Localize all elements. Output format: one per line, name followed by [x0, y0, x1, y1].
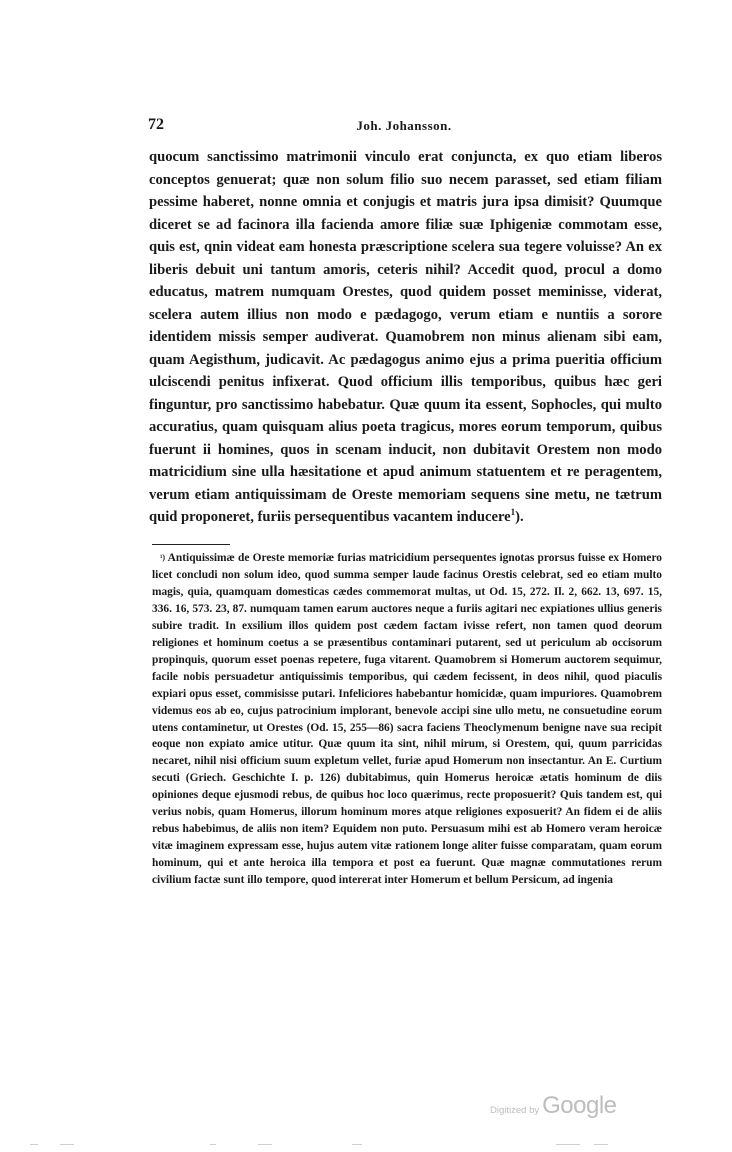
digitized-watermark — [490, 1092, 617, 1120]
footnote-divider — [152, 544, 230, 545]
footnote-reference: 1 — [510, 507, 516, 518]
page-header — [148, 116, 660, 138]
running-head: Joh. Johansson. — [356, 118, 452, 133]
footnote — [152, 550, 662, 889]
body-paragraph-text: quocum sanctissimo matrimonii vinculo erat conjuncta, ex quo etiam liberos conceptos genuerat; quæ non solum filio suo necem parasset, sed etiam filiam pessime haberet, nonne omnia et conjugis et matris jura ipsa dimisit? Quumque diceret se ad facinora illa facienda amore filiæ suæ Iphigeniæ commotam esse, quis est, qnin videat eam honesta præscriptione scelera sua tegere voluisse? An ex liberis debuit uni tantum amoris, ceteris nihil? Accedit quod, procul a domo educatus, matrem numquam Orestes, quod quidem posset meminisse, viderat, scelera autem illius non modo e pædagogo, verum etiam e nuntiis a sorore identidem missis semper audiverat. Quamobrem non minus alienam sibi eam, quam Aegisthum, judicavit. Ac pædagogus animo ejus a prima pueritia officium ulciscendi penitus infixerat. Quod officium illis temporibus, quibus hæc geri finguntur, pro sanctissimo habebatur. Quæ quum ita essent, Sophocles, qui multo accuratius, quam quisquam alius poeta tragicus, mores eorum temporum, quibus fuerunt ii homines, quos in scenam inducit, non dubitavit Orestem non modo matricidium sine ulla hæsitatione et apud animum statuentem et re peragentem, verum etiam antiquissimam de Oreste memoriam sequens sine metu, ne tætrum quid proponeret, furiis persequentibus vacantem inducere — [149, 149, 662, 525]
page-number: 72 — [148, 116, 164, 133]
body-closing: ). — [515, 509, 524, 525]
digitized-by-label: Digitized by — [490, 1105, 540, 1116]
body-paragraph — [149, 146, 662, 529]
main-body-text — [149, 146, 662, 529]
footnote-text: Antiquissimæ de Oreste memoriæ furias matricidium persequentes ignotas prorsus fuisse ex Homero licet concludi non solum ideo, quod summa semper laude facinus Orestis celebrat, sed eo etiam multo magis, quia, quamquam domesticas cædes commemorat multas, ut Od. 15, 272. Il. 2, 662. 13, 697. 15, 336. 16, 573. 23, 87. numquam tamen earum auctores neque a furiis agitari nec expiationes ullius generis subire tradit. In exsilium illos quidem post cædem factam ivisse refert, non tamen quod deorum religiones et hominum coetus a se præsentibus contaminari putarent, sed ut periculum ab occisorum propinquis, quorum esset poenas repetere, fuga vitarent. Quamobrem si Homerum auctorem sequimur, facile nobis persuadetur antiquissimis temporibus, qui cædem fecissent, in deos nihil, quod piaculis expiari opus esset, commisisse putari. Infeliciores habebantur homicidæ, quam impuriores. Quamobrem videmus eos ab eo, cujus patrocinium implorant, benevole accipi sine ullo metu, ne consuetudine eorum utens contaminetur, ut Orestes (Od. 15, 255—86) sacra faciens Theoclymenum benigne nave sua recipit eoque non expiato amice utitur. Quæ quum ita sint, nihil mirum, si Orestem, qui, quum parricidas necaret, nihil nisi officium suum expletum vellet, furiæ apud Homerum non insectantur. An E. Curtium secuti (Griech. Geschichte I. p. 126) dubitabimus, quin Homerus heroicæ ætatis hominum de diis opiniones deque ejusmodi rebus, de quibus hoc loco quærimus, recte proposuerit? Quis tandem est, qui verius nobis, quam Homerus, illorum hominum mores atque religiones exposuerit? An fidem ei de aliis rebus habebimus, de aliis non item? Equidem non puto. Persuasum mihi est ab Homero veram heroicæ vitæ imaginem expressam esse, hujus autem vitæ rationem longe aliter fuisse comparatam, quam eorum hominum, qui et ante heroica illa tempora et post ea fuerunt. Quæ magnæ commutationes rerum civilium factæ sunt illo tempore, quod intererat inter Homerum et bellum Persicum, ad ingenia — [152, 552, 662, 887]
footnote-marker: ¹) — [160, 553, 166, 562]
scan-edge-marks — [0, 1140, 732, 1152]
google-logo: Google — [542, 1092, 617, 1119]
footnote-paragraph — [152, 550, 662, 889]
